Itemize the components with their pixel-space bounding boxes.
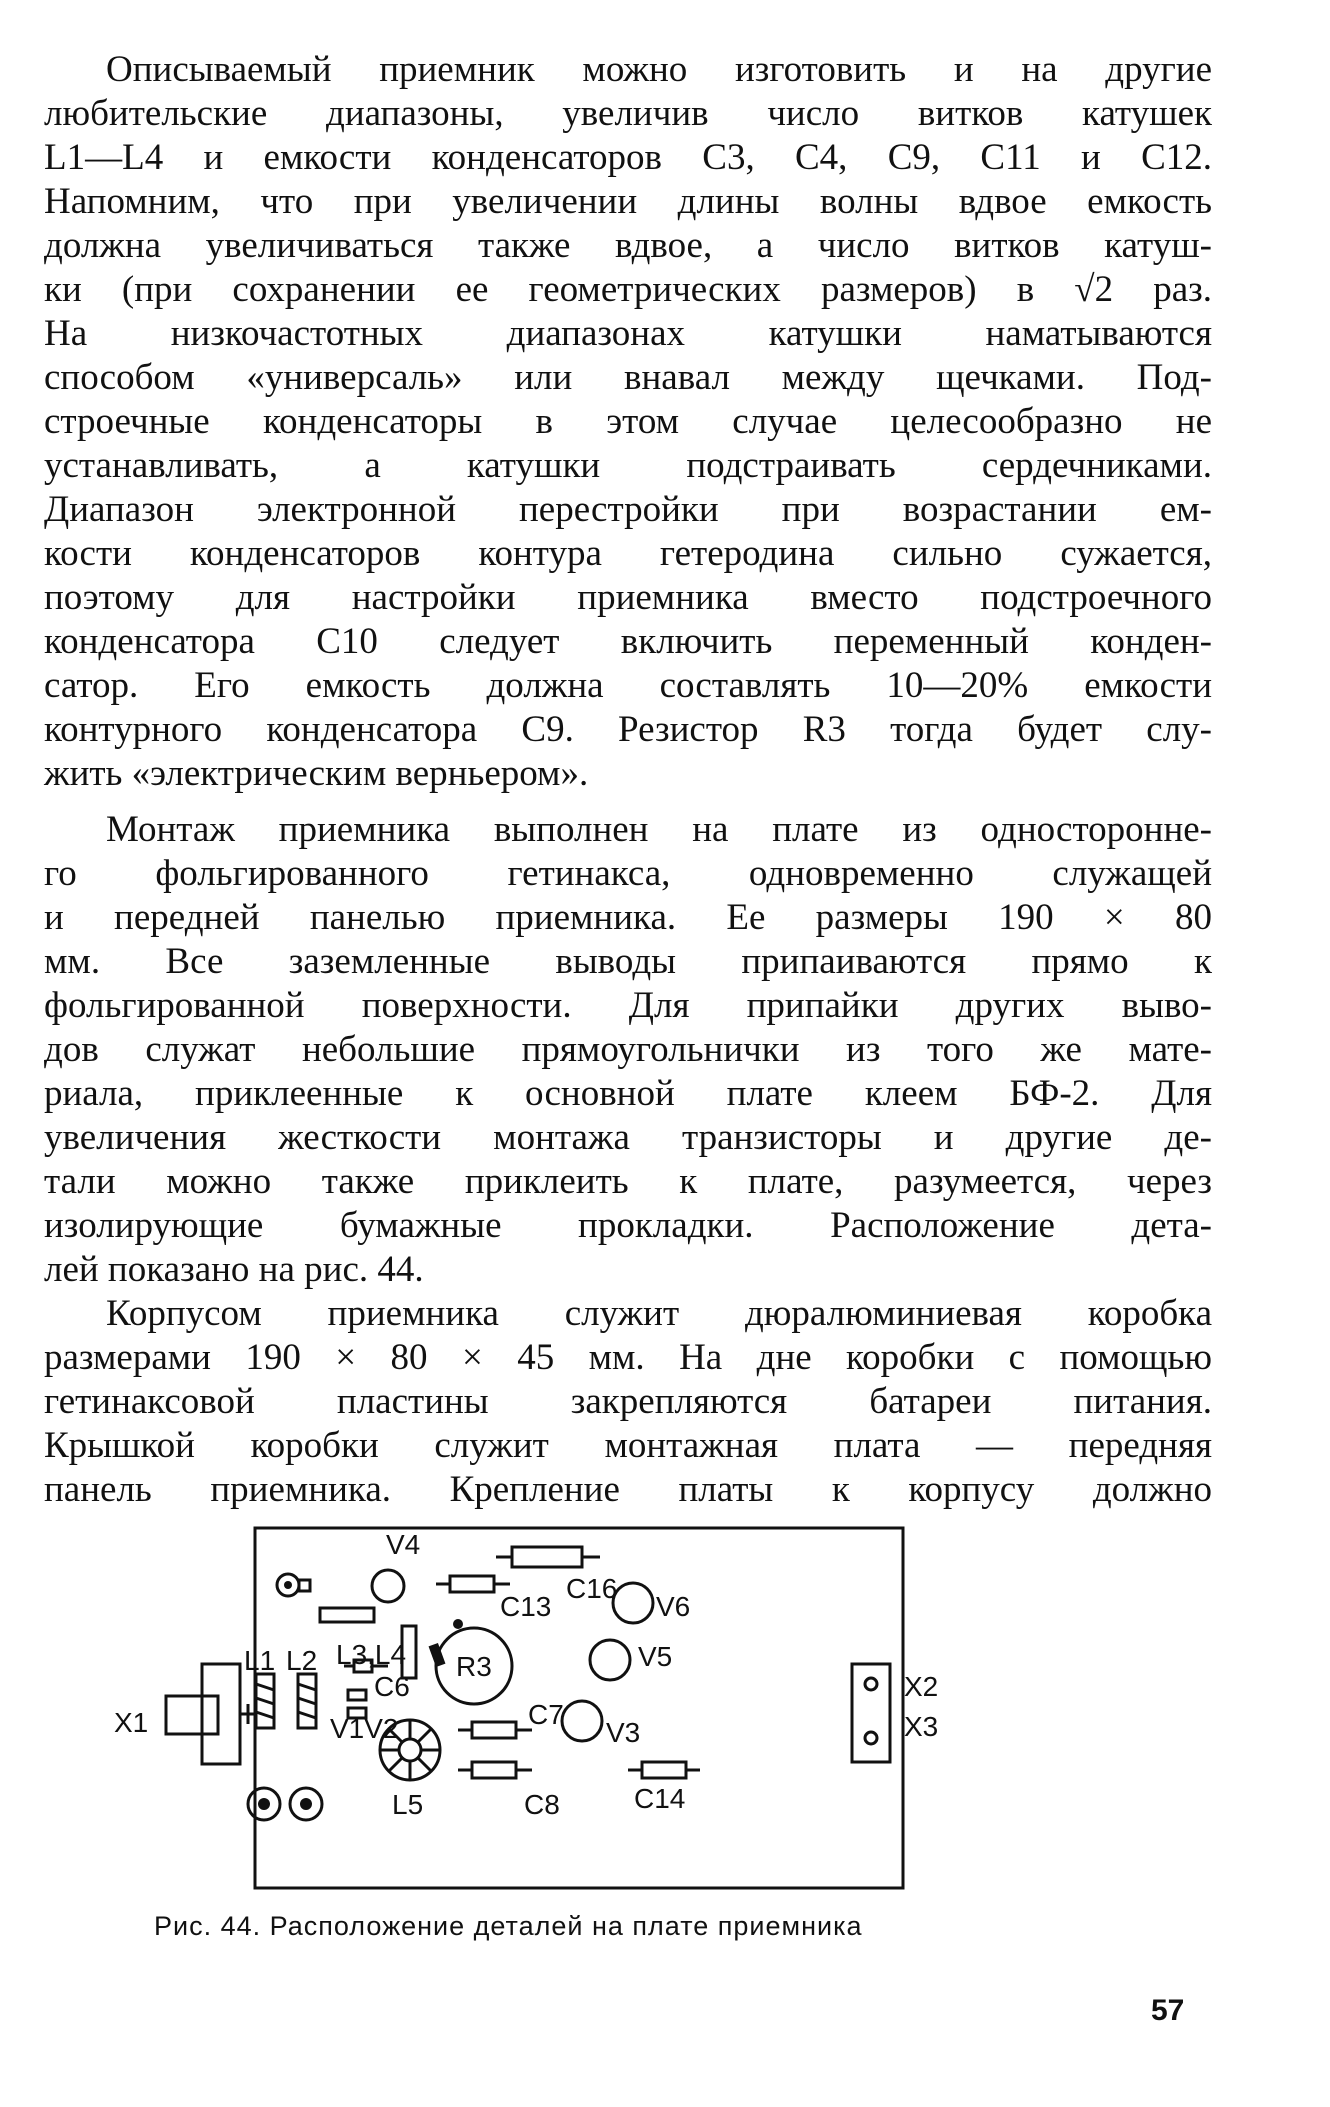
text-line: конденсатора C10 следует включить переменный конден- (44, 621, 1212, 662)
coil-l1 (256, 1674, 274, 1728)
text-line: размерами 190 × 80 × 45 мм. На дне коробки с помощью (44, 1337, 1212, 1378)
text-line: изолирующие бумажные прокладки. Расположение дета- (44, 1205, 1212, 1246)
label-l5: L5 (392, 1789, 424, 1820)
label-c7: C7 (528, 1699, 564, 1730)
transistor-v4 (372, 1570, 404, 1602)
text-line: увеличения жесткости монтажа транзисторы и другие де- (44, 1117, 1212, 1158)
text-line: контурного конденсатора C9. Резистор R3 тогда будет слу- (44, 709, 1212, 750)
text-line: должна увеличиваться также вдвое, а число витков катуш- (44, 225, 1212, 266)
text-line: лей показано на рис. 44. (44, 1249, 424, 1290)
figure-44 (114, 1524, 1040, 1914)
text-line: дов служат небольшие прямоугольнички из того же мате- (44, 1029, 1212, 1070)
label-v5: V5 (638, 1641, 673, 1672)
label-l3l4: L3,L4 (336, 1639, 407, 1670)
text-line: гетинаксовой пластины закрепляются батареи питания. (44, 1381, 1212, 1422)
label-c14: C14 (634, 1783, 686, 1814)
connector-block-x2x3 (852, 1664, 890, 1762)
transistor-v3 (562, 1701, 602, 1741)
text-line: фольгированной поверхности. Для припайки других выво- (44, 985, 1212, 1026)
label-v4: V4 (386, 1529, 421, 1560)
text-line: кости конденсаторов контура гетеродина сильно сужается, (44, 533, 1212, 574)
text-line: строечные конденсаторы в этом случае целесообразно не (44, 401, 1212, 442)
text-line: панель приемника. Крепление платы к корпусу должно (44, 1469, 1212, 1510)
capacitor-c7 (458, 1722, 532, 1738)
text-line: го фольгированного гетинакса, одновременно служащей (44, 853, 1212, 894)
label-c13: C13 (500, 1591, 552, 1622)
jack-x1 (166, 1664, 255, 1764)
label-x1: X1 (114, 1707, 149, 1738)
text-line: жить «электрическим верньером». (44, 753, 589, 794)
text-line: риала, приклеенные к основной плате клеем БФ-2. Для (44, 1073, 1212, 1114)
board-layout-diagram (114, 1524, 1040, 1914)
label-x3: X3 (904, 1711, 939, 1742)
label-v1v2: V1V2 (330, 1713, 399, 1744)
text-line: На низкочастотных диапазонах катушки наматываются (44, 313, 1212, 354)
capacitor-c16 (496, 1547, 600, 1567)
transistor-v5 (590, 1640, 630, 1680)
text-line: Диапазон электронной перестройки при возрастании ем- (44, 489, 1212, 530)
resistor-striped (320, 1608, 374, 1622)
label-c8: C8 (524, 1789, 560, 1820)
text-line: сатор. Его емкость должна составлять 10—20% емкости (44, 665, 1212, 706)
label-v6: V6 (656, 1591, 691, 1622)
text-line: Корпусом приемника служит дюралюминиевая коробка (106, 1293, 1212, 1334)
text-line: тали можно также приклеить к плате, разумеется, через (44, 1161, 1212, 1202)
paragraph-2 (44, 808, 1212, 1292)
capacitor-c14 (628, 1762, 700, 1778)
label-x2: X2 (904, 1671, 939, 1702)
text-line: Монтаж приемника выполнен на плате из односторонне- (106, 809, 1212, 850)
capacitor-c8 (458, 1762, 532, 1778)
paragraph-3 (44, 1292, 1212, 1512)
label-l2: L2 (286, 1645, 318, 1676)
potentiometer-knob (277, 1574, 310, 1596)
label-v3: V3 (606, 1717, 641, 1748)
terminal-screws (248, 1788, 322, 1820)
text-line: Крышкой коробки служит монтажная плата — передняя (44, 1425, 1212, 1466)
text-line: L1—L4 и емкости конденсаторов C3, C4, C9, C11 и C12. (44, 137, 1212, 178)
label-r3: R3 (456, 1651, 492, 1682)
text-line: Напомним, что при увеличении длины волны вдвое емкость (44, 181, 1212, 222)
paragraph-1 (44, 48, 1212, 796)
text-line: поэтому для настройки приемника вместо подстроечного (44, 577, 1212, 618)
capacitor-c13 (436, 1576, 510, 1592)
text-line: мм. Все заземленные выводы припаиваются прямо к (44, 941, 1212, 982)
text-line: ки (при сохранении ее геометрических размеров) в √2 раз. (44, 269, 1212, 310)
label-c6: C6 (374, 1671, 410, 1702)
label-c16: C16 (566, 1573, 618, 1604)
text-line: и передней панелью приемника. Ее размеры 190 × 80 (44, 897, 1212, 938)
transistor-v6 (613, 1583, 653, 1623)
text-line: способом «универсаль» или внавал между щечками. Под- (44, 357, 1212, 398)
page-number: 57 (1151, 1994, 1185, 2027)
text-line: устанавливать, а катушки подстраивать сердечниками. (44, 445, 1212, 486)
coil-l2 (298, 1674, 316, 1728)
text-line: любительские диапазоны, увеличив число витков катушек (44, 93, 1212, 134)
figure-caption: Рис. 44. Расположение деталей на плате приемника (154, 1911, 863, 1941)
label-l1: L1 (244, 1645, 276, 1676)
text-line: Описываемый приемник можно изготовить и на другие (106, 49, 1212, 90)
